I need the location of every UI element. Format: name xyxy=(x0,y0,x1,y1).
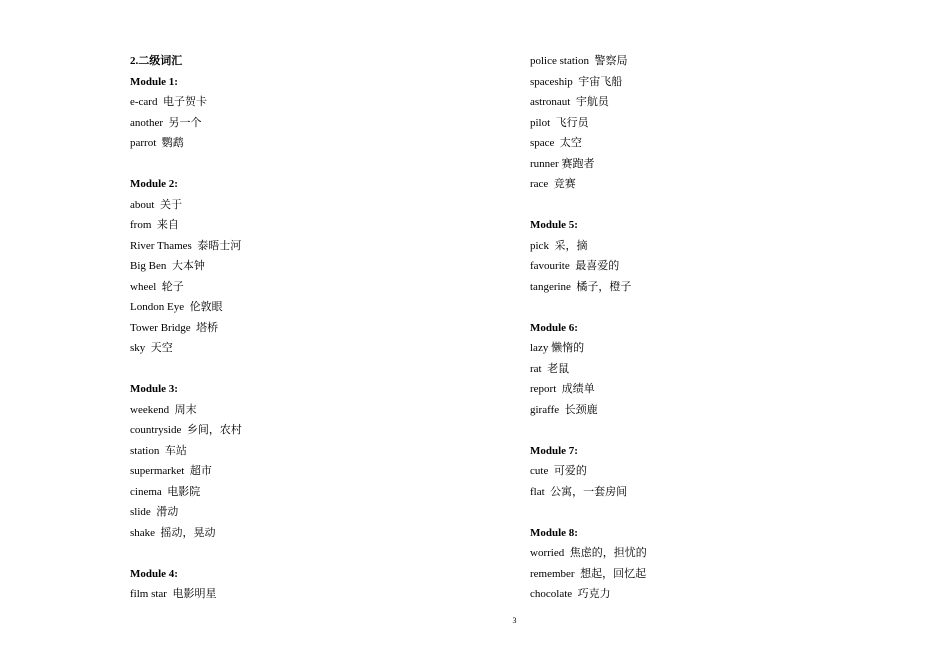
vocab-entry: cute 可爱的 xyxy=(530,465,587,477)
module-4-heading: Module 4: xyxy=(130,567,178,580)
spacer xyxy=(130,361,242,382)
vocab-entry: rat 老鼠 xyxy=(530,362,570,375)
vocab-entry: London Eye 伦敦眼 xyxy=(130,301,223,313)
vocab-entry: lazy 懒惰的 xyxy=(530,342,585,354)
module-1-heading: Module 1: xyxy=(130,75,178,88)
vocab-entry: tangerine 橘子，橙子 xyxy=(530,280,632,293)
section-title: 2.二级词汇 xyxy=(130,55,183,67)
vocab-entry: slide 滑动 xyxy=(130,506,179,518)
module-7-heading: Module 7: xyxy=(530,444,578,457)
module-2-heading: Module 2: xyxy=(130,178,178,190)
vocab-entry: cinema 电影院 xyxy=(130,485,201,498)
vocab-entry: sky 天空 xyxy=(130,342,173,354)
vocab-entry: runner 赛跑者 xyxy=(530,157,595,170)
module-6-heading: Module 6: xyxy=(530,321,578,334)
vocab-entry: Big Ben 大本钟 xyxy=(130,260,205,272)
vocab-entry: remember 想起，回忆起 xyxy=(530,567,647,580)
vocab-entry: Tower Bridge 塔桥 xyxy=(130,321,219,334)
vocab-entry: spaceship 宇宙飞船 xyxy=(530,75,623,88)
spacer xyxy=(130,545,242,566)
spacer xyxy=(530,422,647,443)
vocab-entry: supermarket 超市 xyxy=(130,465,212,477)
vocab-entry: countryside 乡间，农村 xyxy=(130,424,242,436)
module-5-heading: Module 5: xyxy=(530,219,578,231)
vocab-entry: space 太空 xyxy=(530,137,582,149)
spacer xyxy=(530,299,647,320)
vocab-entry: e-card 电子贺卡 xyxy=(130,96,207,108)
vocab-entry: pick 采，摘 xyxy=(530,239,588,252)
vocab-entry: favourite 最喜爱的 xyxy=(530,260,620,272)
vocab-entry: pilot 飞行员 xyxy=(530,116,589,129)
vocab-entry: wheel 轮子 xyxy=(130,280,184,293)
vocab-entry: station 车站 xyxy=(130,444,187,457)
vocab-entry: race 竞赛 xyxy=(530,178,576,190)
vocab-entry: flat 公寓，一套房间 xyxy=(530,485,628,498)
module-8-heading: Module 8: xyxy=(530,526,578,539)
spacer xyxy=(530,197,647,218)
vocab-entry: chocolate 巧克力 xyxy=(530,588,611,600)
vocab-entry: about 关于 xyxy=(130,198,182,211)
left-column xyxy=(130,53,242,607)
vocab-entry: police station 警察局 xyxy=(530,55,628,67)
page-number: 3 xyxy=(512,616,517,625)
vocab-entry: River Thames 泰晤士河 xyxy=(130,239,242,252)
spacer xyxy=(130,156,242,177)
vocab-entry: film star 电影明星 xyxy=(130,588,217,600)
vocab-entry: from 来自 xyxy=(130,219,179,231)
vocab-entry: another 另一个 xyxy=(130,116,202,129)
vocab-entry: shake 摇动，晃动 xyxy=(130,526,216,539)
spacer xyxy=(530,504,647,525)
vocab-entry: worried 焦虑的，担忧的 xyxy=(530,547,647,559)
vocab-entry: giraffe 长颈鹿 xyxy=(530,403,598,416)
vocab-entry: weekend 周末 xyxy=(130,403,197,416)
vocab-entry: astronaut 宇航员 xyxy=(530,96,609,108)
module-3-heading: Module 3: xyxy=(130,383,178,395)
vocab-entry: report 成绩单 xyxy=(530,383,595,395)
vocab-entry: parrot 鹦鹉 xyxy=(130,137,184,149)
right-column xyxy=(530,53,647,607)
